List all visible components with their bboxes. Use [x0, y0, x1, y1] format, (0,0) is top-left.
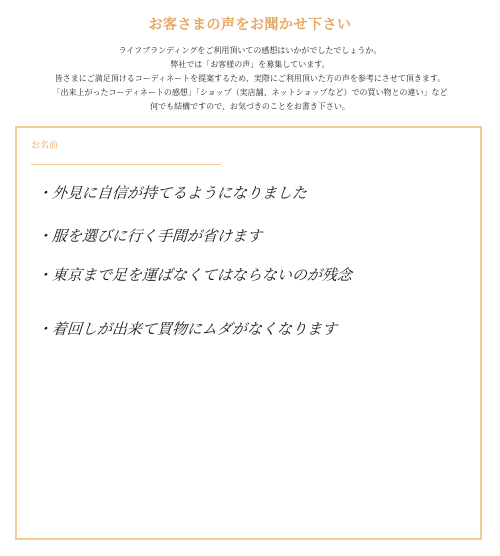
intro-line: 「出来上がったコーディネートの感想」「ショップ（実店舗、ネットショップなど）での買い物との違い」など — [52, 88, 448, 97]
handwritten-response: ・外見に自信が持てるようになりました — [36, 184, 308, 202]
page-title: お客さまの声をお聞かせ下さい — [148, 17, 352, 33]
intro-line: ライフブランディングをご利用頂いての感想はいかがでしたでしょうか。 — [118, 46, 382, 55]
name-field-label: お名前 — [31, 141, 59, 151]
name-field-underline — [31, 164, 221, 165]
intro-text — [20, 44, 480, 114]
intro-line: 皆さまにご満足頂けるコーディネートを提案するため、実際にご利用頂いた方の声を参考にさせて頂きます。 — [54, 74, 446, 83]
handwritten-response: ・東京まで足を運ばなくてはならないのが残念 — [36, 266, 353, 284]
response-card — [15, 126, 482, 540]
handwritten-response: ・着回しが出来て買物にムダがなくなります — [36, 320, 338, 338]
handwritten-response: ・服を選びに行く手間が省けます — [36, 227, 263, 245]
intro-line: 弊社では「お客様の声」を募集しています。 — [170, 60, 330, 69]
intro-line: 何でも結構ですので、お気づきのことをお書き下さい。 — [150, 102, 350, 111]
